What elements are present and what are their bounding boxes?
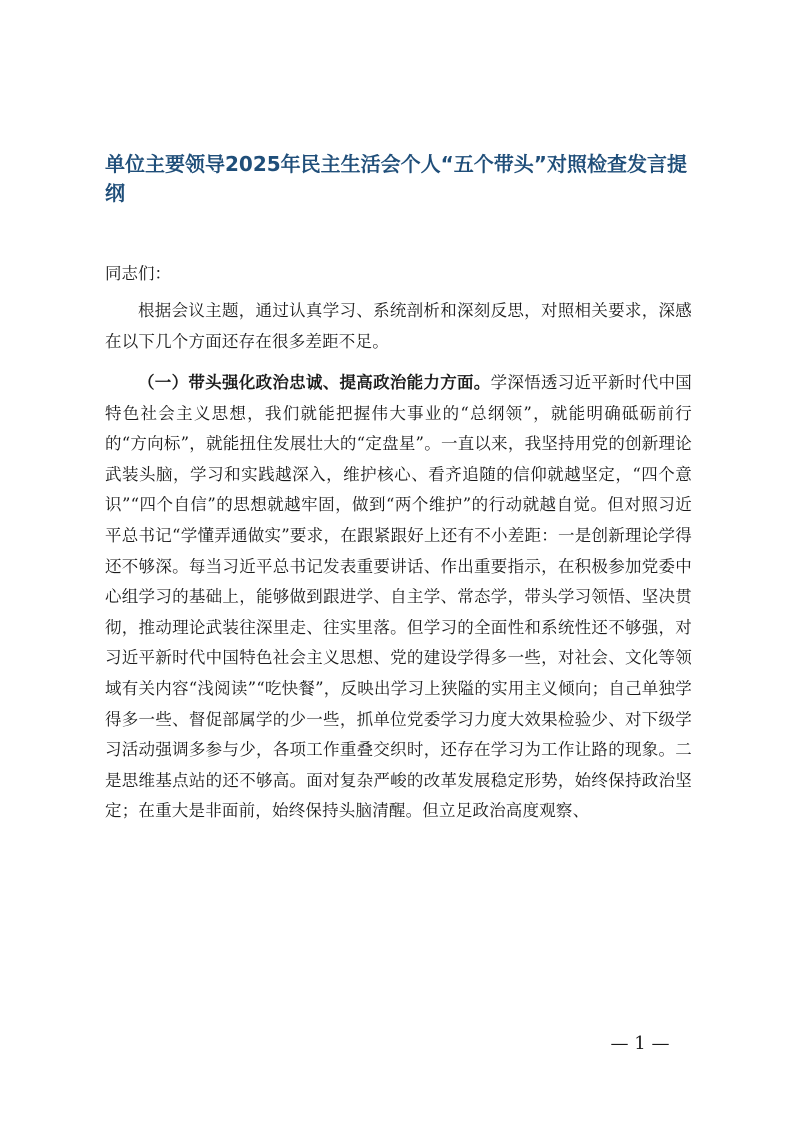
paragraph-intro [105, 296, 692, 357]
salutation: 同志们： [105, 264, 171, 283]
document-title: 单位主要领导2025年民主生活会个人“五个带头”对照检查发言提纲 [105, 152, 687, 205]
paragraph-intro-text: 根据会议主题，通过认真学习、系统剖析和深刻反思，对照相关要求，深感在以下几个方面还存在很多差距不足。 [105, 301, 692, 351]
page-number: — 1 — [610, 1033, 670, 1054]
paragraph-section-one [105, 368, 692, 827]
section-one-heading: （一）带头强化政治忠诚、提高政治能力方面。 [138, 373, 491, 392]
section-one-body: 学深悟透习近平新时代中国特色社会主义思想，我们就能把握伟大事业的“总纲领”，就能明确砥砺前行的“方向标”，就能扭住发展壮大的“定盘星”。一直以来，我坚持用党的创新理论武装头脑，学习和实践越深入，维护核心、看齐追随的信仰就越坚定，“四个意识”“四个自信”的思想就越牢固，做到“两个维护”的行动就越自觉。但对照习近平总书记“学懂弄通做实”要求，在跟紧跟好上还有不小差距：一是创新理论学得还不够深。每当习近平总书记发表重要讲话、作出重要指示，在积极参加党委中心组学习的基础上，能够做到跟进学、自主学、常态学，带头学习领悟、坚决贯彻，推动理论武装往深里走、往实里落。但学习的全面性和系统性还不够强，对习近平新时代中国特色社会主义思想、党的建设学得多一些，对社会、文化等领域有关内容“浅阅读”“吃快餐”，反映出学习上狭隘的实用主义倾向；自己单独学得多一些、督促部属学的少一些，抓单位党委学习力度大效果检验少、对下级学习活动强调多参与少，各项工作重叠交织时，还存在学习为工作让路的现象。二是思维基点站的还不够高。面对复杂严峻的改革发展稳定形势，始终保持政治坚定；在重大是非面前，始终保持头脑清醒。但立足政治高度观察、 [105, 373, 693, 821]
